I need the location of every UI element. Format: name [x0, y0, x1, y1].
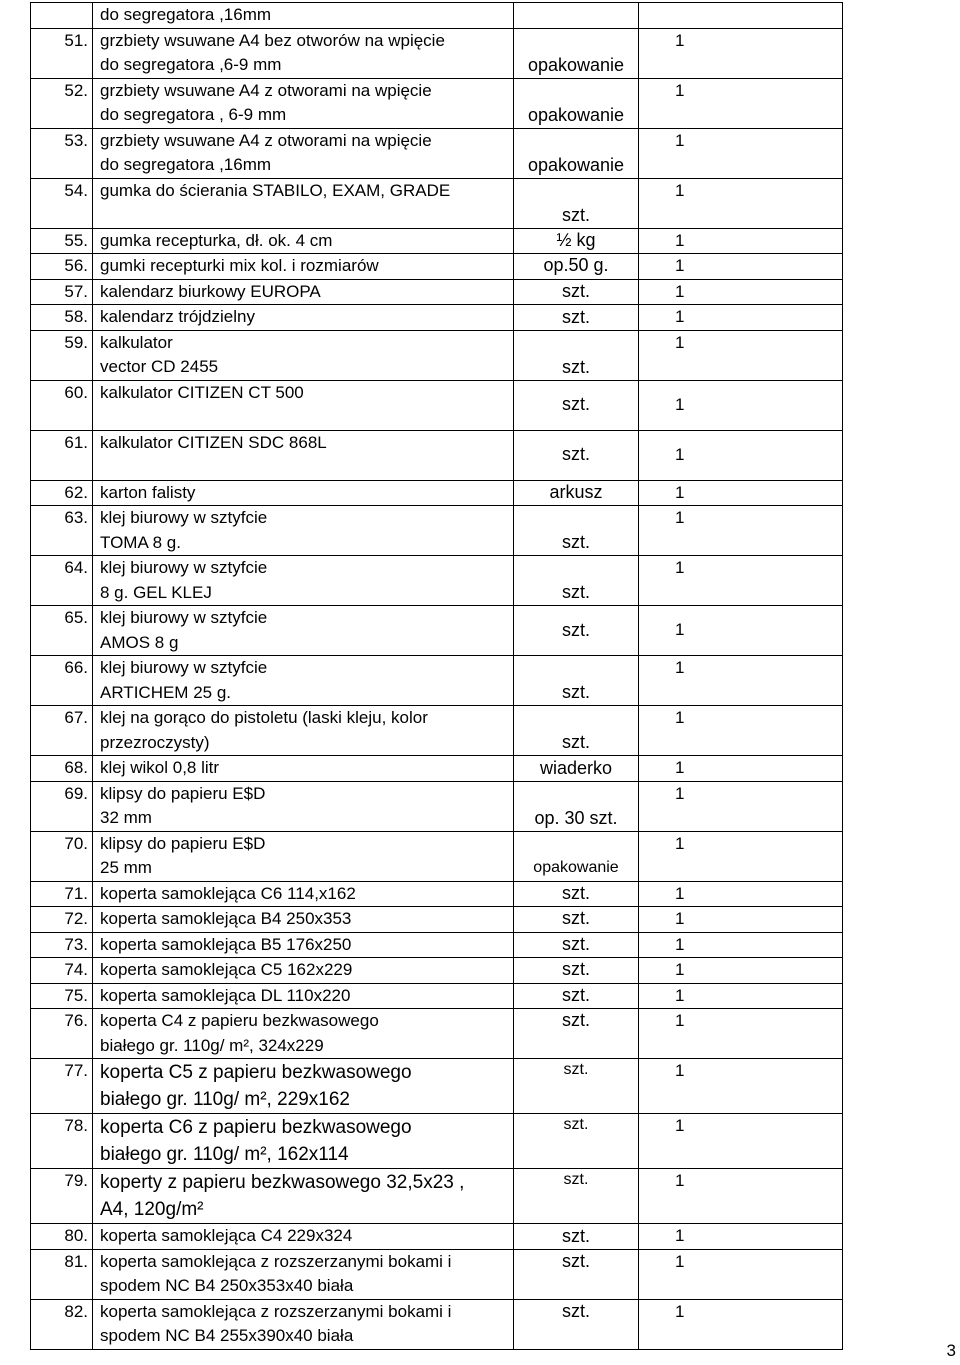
- item-name: [93, 983, 514, 1009]
- item-unit: szt.: [514, 1169, 639, 1224]
- item-unit: wiaderko: [514, 756, 639, 782]
- item-name: [93, 78, 514, 128]
- table-row: [31, 781, 843, 831]
- item-quantity: 1: [639, 305, 843, 331]
- row-number: 59.: [31, 330, 93, 380]
- item-quantity: 1: [639, 254, 843, 280]
- table-row: [31, 305, 843, 331]
- item-name-line: TOMA 8 g.: [100, 532, 181, 552]
- item-unit: szt.: [514, 907, 639, 933]
- table-row: [31, 706, 843, 756]
- item-name-line: koperta C5 z papieru bezkwasowego: [100, 1062, 412, 1083]
- item-quantity: 1: [639, 1009, 843, 1059]
- item-name: [93, 1009, 514, 1059]
- item-name-line: kalendarz biurkowy EUROPA: [100, 281, 321, 301]
- item-quantity: 1: [639, 983, 843, 1009]
- item-name: [93, 756, 514, 782]
- table-row: [31, 178, 843, 228]
- table-row: [31, 1114, 843, 1169]
- item-name-line: gumka do ścierania STABILO, EXAM, GRADE: [100, 180, 451, 200]
- row-number: 64.: [31, 556, 93, 606]
- item-quantity: 1: [639, 706, 843, 756]
- item-name: [93, 380, 514, 430]
- item-quantity: [639, 3, 843, 29]
- item-name: [93, 1169, 514, 1224]
- item-name-line: ARTICHEM 25 g.: [100, 682, 232, 702]
- row-number: 67.: [31, 706, 93, 756]
- item-name: [93, 3, 514, 29]
- item-quantity: 1: [639, 228, 843, 254]
- table-row: [31, 907, 843, 933]
- row-number: 56.: [31, 254, 93, 280]
- table-row: [31, 3, 843, 29]
- item-unit: szt.: [514, 305, 639, 331]
- item-name-line: spodem NC B4 255x390x40 biała: [100, 1326, 354, 1345]
- table-row: [31, 28, 843, 78]
- row-number: 58.: [31, 305, 93, 331]
- table-row: [31, 506, 843, 556]
- item-name-line: klej biurowy w sztyfcie: [100, 558, 268, 577]
- item-quantity: 1: [639, 556, 843, 606]
- item-name-line: koperta samoklejąca C5 162x229: [100, 960, 353, 979]
- item-quantity: 1: [639, 380, 843, 430]
- item-name-line: A4, 120g/m²: [100, 1199, 204, 1220]
- table-row: [31, 480, 843, 506]
- item-name-line: klipsy do papieru E$D: [100, 833, 266, 853]
- item-unit: szt.: [514, 983, 639, 1009]
- item-unit: szt.: [514, 958, 639, 984]
- table-row: [31, 831, 843, 881]
- item-name-line: 32 mm: [100, 808, 152, 827]
- row-number: 65.: [31, 606, 93, 656]
- item-quantity: 1: [639, 1059, 843, 1114]
- table-row: [31, 881, 843, 907]
- row-number: 63.: [31, 506, 93, 556]
- item-unit: szt.: [514, 606, 639, 656]
- item-unit: ½ kg: [514, 228, 639, 254]
- item-quantity: 1: [639, 958, 843, 984]
- item-name-line: klej na gorąco do pistoletu (laski kleju, kolor: [100, 708, 428, 727]
- item-quantity: 1: [639, 606, 843, 656]
- item-unit: szt.: [514, 656, 639, 706]
- table-row: [31, 380, 843, 430]
- item-name-line: koperta samoklejąca z rozszerzanymi bokami i: [100, 1251, 452, 1271]
- table-row: [31, 983, 843, 1009]
- row-number: 78.: [31, 1114, 93, 1169]
- item-name: [93, 1114, 514, 1169]
- item-name: [93, 1059, 514, 1114]
- item-unit: opakowanie: [514, 831, 639, 881]
- item-quantity: 1: [639, 1249, 843, 1299]
- item-name-line: koperta samoklejąca C4 229x324: [100, 1226, 353, 1245]
- item-unit: arkusz: [514, 480, 639, 506]
- item-name-line: koperta samoklejąca C6 114,x162: [100, 883, 356, 903]
- item-name: [93, 706, 514, 756]
- row-number: 79.: [31, 1169, 93, 1224]
- table-row: [31, 756, 843, 782]
- item-unit: szt.: [514, 380, 639, 430]
- item-quantity: 1: [639, 781, 843, 831]
- item-name-line: białego gr. 110g/ m², 162x114: [100, 1144, 349, 1165]
- item-name-line: kalendarz trójdzielny: [100, 307, 255, 326]
- item-name-line: do segregatora ,16mm: [100, 5, 272, 24]
- row-number: 66.: [31, 656, 93, 706]
- item-quantity: 1: [639, 279, 843, 305]
- table-row: [31, 1169, 843, 1224]
- row-number: 60.: [31, 380, 93, 430]
- item-name: [93, 1299, 514, 1349]
- item-unit: szt.: [514, 706, 639, 756]
- item-name-line: vector CD 2455: [100, 357, 219, 376]
- item-unit: szt.: [514, 506, 639, 556]
- row-number: 82.: [31, 1299, 93, 1349]
- item-quantity: 1: [639, 907, 843, 933]
- item-quantity: 1: [639, 28, 843, 78]
- row-number: 51.: [31, 28, 93, 78]
- table-row: [31, 78, 843, 128]
- table-row: [31, 279, 843, 305]
- item-unit: op. 30 szt.: [514, 781, 639, 831]
- row-number: 61.: [31, 430, 93, 480]
- table-row: [31, 606, 843, 656]
- item-name: [93, 480, 514, 506]
- row-number: 74.: [31, 958, 93, 984]
- item-unit: szt.: [514, 279, 639, 305]
- item-name: [93, 1249, 514, 1299]
- row-number: 70.: [31, 831, 93, 881]
- item-name-line: kalkulator CITIZEN CT 500: [100, 382, 304, 402]
- item-unit: szt.: [514, 881, 639, 907]
- order-items-table: [30, 2, 843, 1350]
- item-name: [93, 1224, 514, 1250]
- item-unit: szt.: [514, 1249, 639, 1299]
- item-name: [93, 330, 514, 380]
- item-name-line: białego gr. 110g/ m², 324x229: [100, 1035, 324, 1055]
- item-unit: szt.: [514, 932, 639, 958]
- item-quantity: 1: [639, 480, 843, 506]
- row-number: 62.: [31, 480, 93, 506]
- item-unit: szt.: [514, 1059, 639, 1114]
- item-unit: szt.: [514, 178, 639, 228]
- table-row: [31, 1249, 843, 1299]
- item-quantity: 1: [639, 1114, 843, 1169]
- item-name: [93, 305, 514, 331]
- item-name-line: gumki recepturki mix kol. i rozmiarów: [100, 256, 379, 275]
- item-name-line: karton falisty: [100, 482, 196, 502]
- item-name: [93, 228, 514, 254]
- item-name: [93, 128, 514, 178]
- item-name-line: koperta samoklejąca B4 250x353: [100, 909, 352, 928]
- row-number: 71.: [31, 881, 93, 907]
- item-name-line: przezroczysty): [100, 732, 210, 752]
- row-number: 76.: [31, 1009, 93, 1059]
- item-name: [93, 506, 514, 556]
- row-number: 57.: [31, 279, 93, 305]
- item-unit: szt.: [514, 1299, 639, 1349]
- item-name-line: koperta samoklejąca B5 176x250: [100, 934, 352, 954]
- row-number: 53.: [31, 128, 93, 178]
- item-name-line: [100, 203, 513, 228]
- item-name: [93, 430, 514, 480]
- item-quantity: 1: [639, 656, 843, 706]
- item-quantity: 1: [639, 831, 843, 881]
- item-name-line: [100, 405, 513, 430]
- row-number: 77.: [31, 1059, 93, 1114]
- item-name-line: 25 mm: [100, 858, 152, 877]
- row-number: 69.: [31, 781, 93, 831]
- table-row: [31, 1059, 843, 1114]
- item-unit: [514, 3, 639, 29]
- item-name-line: do segregatora , 6-9 mm: [100, 105, 287, 124]
- item-name-line: klej biurowy w sztyfcie: [100, 508, 268, 527]
- item-quantity: 1: [639, 1299, 843, 1349]
- item-name-line: grzbiety wsuwane A4 z otworami na wpięcie: [100, 80, 432, 100]
- item-unit: szt.: [514, 1009, 639, 1059]
- item-name-line: klipsy do papieru E$D: [100, 783, 266, 803]
- table-row: [31, 656, 843, 706]
- item-name-line: koperta samoklejąca DL 110x220: [100, 985, 351, 1005]
- item-name-line: koperta C4 z papieru bezkwasowego: [100, 1011, 379, 1030]
- row-number: 68.: [31, 756, 93, 782]
- item-name-line: klej biurowy w sztyfcie: [100, 608, 268, 627]
- item-quantity: 1: [639, 330, 843, 380]
- item-name: [93, 279, 514, 305]
- item-name-line: spodem NC B4 250x353x40 biała: [100, 1276, 354, 1295]
- item-unit: op.50 g.: [514, 254, 639, 280]
- item-name-line: gumka recepturka, dł. ok. 4 cm: [100, 230, 333, 250]
- item-unit: szt.: [514, 1114, 639, 1169]
- table-row: [31, 430, 843, 480]
- row-number: [31, 3, 93, 29]
- item-quantity: 1: [639, 932, 843, 958]
- item-quantity: 1: [639, 128, 843, 178]
- row-number: 80.: [31, 1224, 93, 1250]
- table-row: [31, 1009, 843, 1059]
- table-row: [31, 1299, 843, 1349]
- item-unit: szt.: [514, 1224, 639, 1250]
- item-quantity: 1: [639, 756, 843, 782]
- item-unit: szt.: [514, 330, 639, 380]
- row-number: 73.: [31, 932, 93, 958]
- item-name-line: koperta C6 z papieru bezkwasowego: [100, 1117, 412, 1138]
- row-number: 75.: [31, 983, 93, 1009]
- item-name: [93, 254, 514, 280]
- item-name: [93, 831, 514, 881]
- row-number: 81.: [31, 1249, 93, 1299]
- item-name: [93, 907, 514, 933]
- item-name-line: koperty z papieru bezkwasowego 32,5x23 ,: [100, 1172, 465, 1193]
- item-name: [93, 656, 514, 706]
- table-row: [31, 330, 843, 380]
- table-row: [31, 128, 843, 178]
- item-name: [93, 881, 514, 907]
- row-number: 55.: [31, 228, 93, 254]
- item-name: [93, 932, 514, 958]
- item-unit: opakowanie: [514, 128, 639, 178]
- item-name-line: klej wikol 0,8 litr: [100, 758, 220, 777]
- item-quantity: 1: [639, 430, 843, 480]
- table-row: [31, 254, 843, 280]
- item-unit: szt.: [514, 430, 639, 480]
- item-name-line: do segregatora ,6-9 mm: [100, 55, 282, 74]
- item-name-line: AMOS 8 g: [100, 632, 179, 652]
- page-number: 3: [946, 1341, 956, 1360]
- item-name-line: do segregatora ,16mm: [100, 155, 272, 174]
- item-quantity: 1: [639, 506, 843, 556]
- item-name-line: klej biurowy w sztyfcie: [100, 658, 268, 677]
- item-name: [93, 178, 514, 228]
- item-name: [93, 606, 514, 656]
- item-name-line: [100, 455, 513, 480]
- item-name-line: koperta samoklejąca z rozszerzanymi bokami i: [100, 1301, 452, 1321]
- item-name-line: kalkulator CITIZEN SDC 868L: [100, 432, 327, 452]
- row-number: 72.: [31, 907, 93, 933]
- order-items-body: [31, 3, 843, 1350]
- row-number: 52.: [31, 78, 93, 128]
- table-row: [31, 556, 843, 606]
- item-name: [93, 556, 514, 606]
- item-name-line: kalkulator: [100, 332, 173, 352]
- item-unit: szt.: [514, 556, 639, 606]
- item-name-line: grzbiety wsuwane A4 bez otworów na wpięcie: [100, 30, 445, 50]
- table-row: [31, 228, 843, 254]
- item-name-line: grzbiety wsuwane A4 z otworami na wpięcie: [100, 130, 432, 150]
- item-unit: opakowanie: [514, 28, 639, 78]
- item-quantity: 1: [639, 881, 843, 907]
- item-quantity: 1: [639, 1169, 843, 1224]
- item-name: [93, 28, 514, 78]
- item-name: [93, 781, 514, 831]
- item-name: [93, 958, 514, 984]
- table-row: [31, 1224, 843, 1250]
- item-unit: opakowanie: [514, 78, 639, 128]
- item-quantity: 1: [639, 1224, 843, 1250]
- table-row: [31, 932, 843, 958]
- row-number: 54.: [31, 178, 93, 228]
- item-name-line: białego gr. 110g/ m², 229x162: [100, 1089, 350, 1110]
- table-row: [31, 958, 843, 984]
- item-name-line: 8 g. GEL KLEJ: [100, 582, 212, 602]
- item-quantity: 1: [639, 178, 843, 228]
- item-quantity: 1: [639, 78, 843, 128]
